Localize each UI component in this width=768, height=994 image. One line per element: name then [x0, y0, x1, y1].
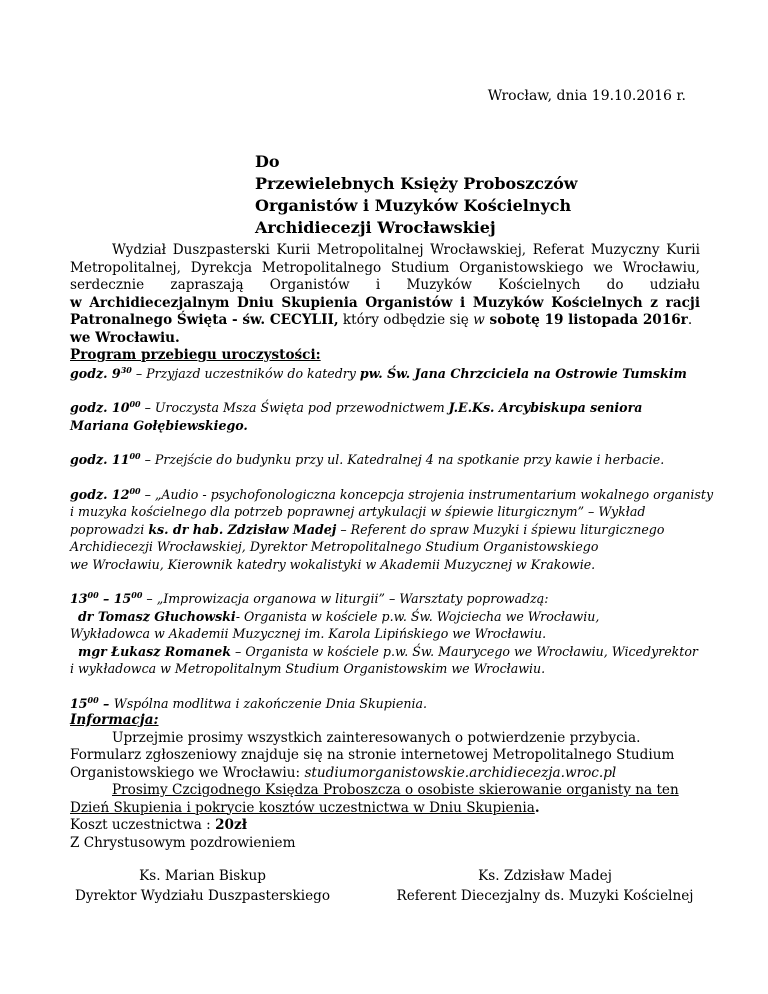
signature-right-name: Ks. Zdzisław Madej: [478, 868, 612, 884]
program-text: – Przejście do budynku przy ul. Katedralnej 4 na spotkanie przy kawie i herbacie.: [140, 452, 665, 467]
lecturer-name: ks. dr hab. Zdzisław Madej: [148, 521, 337, 537]
info-text: .: [534, 799, 540, 816]
signature-right-title: Referent Diecezjalny ds. Muzyki Kościelnej: [396, 888, 694, 904]
program-item-1: [70, 365, 700, 383]
intro-text: który odbędzie się: [338, 312, 474, 328]
address-line-2: Przewielebnych Księży Proboszczów: [255, 174, 578, 193]
signature-right: [395, 866, 695, 906]
program-time-minutes: 00: [87, 694, 99, 705]
program-time-minutes: 00: [129, 485, 141, 496]
signature-left-title: Dyrektor Wydziału Duszpasterskiego: [74, 888, 331, 904]
cost-line: [70, 817, 700, 835]
program-time-minutes: 00: [131, 590, 143, 600]
program-time-minutes: 00: [87, 590, 99, 600]
intro-line-3: serdecznie zapraszają Organistów i Muzyków Kościelnych do udziału: [70, 277, 700, 293]
signature-left-name: Ks. Marian Biskup: [139, 868, 266, 884]
program-text: – „Audio - psychofonologiczna koncepcja strojenia instrumentarium wokalnego organisty: [140, 486, 714, 502]
event-date: sobotę 19 listopada 2016r: [484, 312, 688, 328]
program-time: 15: [70, 695, 88, 711]
program-item-2: [70, 399, 700, 417]
program-item-2-cont: Mariana Gołębiewskiego.: [70, 417, 248, 433]
info-line-2: Formularz zgłoszeniowy znajduje się na stronie internetowej Metropolitalnego Studium: [70, 747, 675, 763]
intro-text: .: [687, 312, 693, 328]
letter-body: [70, 242, 714, 852]
address-line-3: Organistów i Muzyków Kościelnych: [255, 196, 572, 215]
info-heading: [70, 712, 700, 730]
info-request-text: Prosimy Czcigodnego Księdza Proboszcza o osobiste skierowanie organisty na ten: [112, 782, 679, 798]
program-time: – 15: [98, 591, 132, 606]
program-time: 13: [70, 591, 88, 606]
program-item-5-line-2: [70, 608, 700, 626]
website-address: studiumorganistowskie.archidiecezja.wroc.pl: [304, 764, 617, 781]
program-text: – Organista w kościele p.w. Św. Maurycego we Wrocławiu, Wicedyrektor: [231, 643, 698, 659]
program-place: pw. Św. Jana Chrzciciela na Ostrowie Tumskim: [359, 365, 687, 381]
program-text: - Organista w kościele p.w. Św. Wojciecha we Wrocławiu,: [235, 608, 600, 624]
program-item-5-line-4: [70, 643, 700, 661]
intro-paragraph: [70, 242, 700, 347]
program-time-minutes: 30: [120, 364, 132, 375]
program-heading: [70, 347, 700, 365]
program-heading-text: Program przebiegu uroczystości:: [70, 347, 321, 363]
intro-text: w: [473, 312, 485, 328]
saint-cecilia: Patronalnego Święta - św. CECYLII,: [70, 312, 339, 328]
address-line-4: Archidiecezji Wrocławskiej: [255, 218, 496, 237]
intro-line-2: Metropolitalnej, Dyrekcja Metropolitalnego Studium Organistowskiego we Wrocławiu,: [70, 259, 700, 276]
intro-line-4: w Archidiecezjalnym Dniu Skupienia Organistów i Muzyków Kościelnych z racji: [70, 294, 700, 311]
program-time: godz. 12: [70, 486, 130, 502]
program-celebrant: J.E.Ks. Arcybiskupa seniora: [448, 400, 643, 415]
cost-label: Koszt uczestnictwa :: [70, 817, 216, 833]
program-time-minutes: 00: [129, 399, 141, 409]
program-item-5-line-3: Wykładowca w Akademii Muzycznej im. Karola Lipińskiego we Wrocławiu.: [70, 626, 547, 641]
date-line: Wrocław, dnia 19.10.2016 r.: [487, 88, 686, 104]
intro-line-6: we Wrocławiu.: [70, 329, 180, 346]
instructor-name: dr Tomasz Głuchowski: [78, 608, 236, 624]
program-item-6: [70, 695, 700, 713]
info-heading-text: Informacja:: [70, 712, 159, 728]
program-item-5-line-5: i wykładowca w Metropolitalnym Studium Organistowskim we Wrocławiu.: [70, 661, 546, 676]
program-item-4-line-2: i muzyka kościelnego dla potrzeb poprawnej artykulacji w śpiewie liturgicznym” – Wykład: [70, 504, 646, 519]
program-text: – Referent do spraw Muzyki i śpiewu liturgicznego: [336, 521, 665, 537]
program-time: godz. 11: [70, 452, 130, 467]
program-item-3: [70, 451, 700, 469]
signature-left: [70, 866, 335, 906]
info-line-5: [70, 800, 700, 818]
intro-line-5: [70, 312, 700, 330]
instructor-name: mgr Łukasz Romanek: [78, 643, 232, 659]
intro-line-1: Wydział Duszpasterski Kurii Metropolitalnej Wrocławskiej, Referat Muzyczny Kurii: [112, 242, 700, 258]
info-line-4: [70, 782, 700, 800]
program-item-5: [70, 590, 700, 608]
recipient-address: [255, 151, 578, 239]
program-text: – Przyjazd uczestników do katedry: [131, 365, 360, 381]
program-text: – „Improwizacja organowa w liturgii” – Warsztaty poprowadzą:: [142, 591, 549, 606]
program-item-4-line-3: [70, 521, 700, 539]
program-text: – Uroczysta Msza Święta pod przewodnictwem: [140, 400, 449, 415]
program-item-4-line-5: we Wrocławiu, Kierownik katedry wokalistyki w Akademii Muzycznej w Krakowie.: [70, 556, 596, 572]
program-item-4-line-4: Archidiecezji Wrocławskiej, Dyrektor Metropolitalnego Studium Organistowskiego: [70, 539, 599, 554]
program-time: godz. 10: [70, 400, 130, 415]
program-text: poprowadzi: [70, 521, 149, 537]
program-time-minutes: 00: [129, 451, 141, 461]
info-line-1: Uprzejmie prosimy wszystkich zainteresowanych o potwierdzenie przybycia.: [112, 729, 641, 746]
program-dash: –: [98, 695, 114, 711]
program-time: godz. 9: [70, 365, 121, 381]
cost-value: 20zł: [215, 817, 247, 833]
info-line-3: [70, 765, 700, 783]
program-item-4: [70, 485, 714, 504]
closing-line: Z Chrystusowym pozdrowieniem: [70, 834, 296, 851]
info-text: Organistowskiego we Wrocławiu:: [70, 764, 305, 781]
address-line-1: Do: [255, 152, 280, 171]
program-text: Wspólna modlitwa i zakończenie Dnia Skupienia.: [113, 695, 427, 711]
info-request-text: Dzień Skupienia i pokrycie kosztów uczestnictwa w Dniu Skupienia: [70, 799, 535, 816]
